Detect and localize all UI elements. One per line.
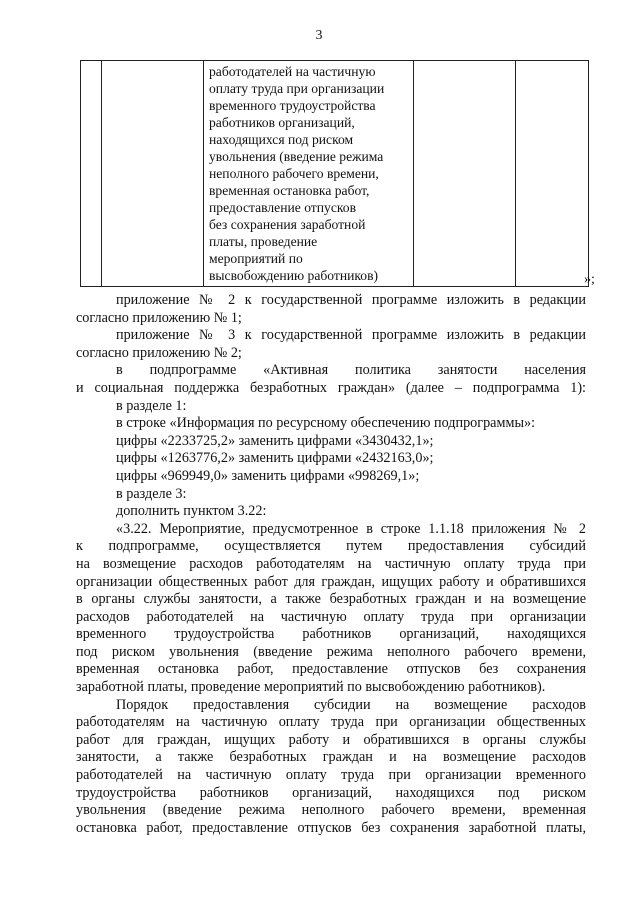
text-line: согласно приложению № 1; <box>76 309 242 326</box>
text-line: в органы службы занятости, а также безработных граждан и на возмещение <box>76 591 586 608</box>
text-line: временная остановка работ, предоставление отпусков без сохранения <box>76 661 586 678</box>
text-line: трудоустройства работников организаций, находящихся под риском <box>76 784 586 801</box>
text-line: и социальная поддержка безработных граждан» (далее – подпрограмма 1): <box>76 379 586 396</box>
text-line: работодателям на частичную оплату труда при организации общественных <box>76 714 586 731</box>
cell-text-line: высвобождению работников) <box>209 268 379 283</box>
cell-text-line: оплату труда при организации <box>209 81 385 96</box>
cell-text-line: платы, проведение <box>209 234 318 249</box>
table-cell-number <box>81 61 102 287</box>
text-line: цифры «2233725,2» заменить цифрами «3430432,1»; <box>116 432 434 449</box>
page-number: 3 <box>315 28 323 43</box>
table-closing-quote: »; <box>584 272 595 287</box>
text-line: цифры «969949,0» заменить цифрами «998269,1»; <box>116 467 420 484</box>
text-line: к подпрограмме, осуществляется путем предоставления субсидий <box>76 538 586 555</box>
text-line: на возмещение расходов работодателям на частичную оплату труда при <box>76 555 586 572</box>
text-line: организации общественных работ для граждан, ищущих работу и обратившихся <box>76 573 586 590</box>
text-line: приложение № 3 к государственной программе изложить в редакции <box>116 327 586 344</box>
text-line: цифры «1263776,2» заменить цифрами «2432163,0»; <box>116 450 434 467</box>
cell-text-line: временного трудоустройства <box>209 98 376 113</box>
text-line: в разделе 3: <box>116 485 187 502</box>
cell-text-line: находящихся под риском <box>209 132 354 147</box>
cell-text-line: мероприятий по <box>209 251 303 266</box>
cell-text-line: временная остановка работ, <box>209 183 370 198</box>
cell-text-line: работодателей на частичную <box>209 64 376 79</box>
table-cell-amount <box>516 61 589 287</box>
cell-text-line: без сохранения заработной <box>209 217 366 232</box>
text-line: расходов работодателей на частичную оплату труда при организации <box>76 608 586 625</box>
table-row <box>81 61 589 287</box>
text-line: в разделе 1: <box>116 397 187 414</box>
text-line: остановка работ, предоставление отпусков без сохранения заработной платы, <box>76 819 586 836</box>
cell-text-line: работников организаций, <box>209 115 355 130</box>
cell-text-line: неполного рабочего времени, <box>209 166 379 181</box>
text-line: временного трудоустройства работников организаций, находящихся <box>76 626 586 643</box>
text-line: под риском увольнения (введение режима неполного рабочего времени, <box>76 643 586 660</box>
text-line: работ для граждан, ищущих работу и обратившихся в органы службы <box>76 731 586 748</box>
text-line: в строке «Информация по ресурсному обеспечению подпрограммы»: <box>116 415 536 432</box>
text-line: «3.22. Мероприятие, предусмотренное в строке 1.1.18 приложения № 2 <box>116 520 586 537</box>
text-line: Порядок предоставления субсидии на возмещение расходов <box>116 696 586 713</box>
text-line: приложение № 2 к государственной программе изложить в редакции <box>116 292 586 308</box>
table-cell-code <box>102 61 204 287</box>
text-line: дополнить пунктом 3.22: <box>116 503 267 520</box>
continued-table <box>80 60 589 287</box>
cell-text-line: предоставление отпусков <box>209 200 356 215</box>
text-line: заработной платы, проведение мероприятий по высвобождению работников). <box>76 679 546 696</box>
document-body <box>76 292 586 837</box>
text-line: занятости, а также безработных граждан и на возмещение расходов <box>76 749 586 766</box>
text-line: работодателей на частичную оплату труда при организации временного <box>76 767 586 784</box>
table-cell-description <box>204 61 414 287</box>
table-cell-responsible <box>414 61 516 287</box>
text-line: увольнения (введение режима неполного рабочего времени, временная <box>76 802 586 819</box>
cell-text-line: увольнения (введение режима <box>209 149 384 164</box>
text-line: в подпрограмме «Активная политика занятости населения <box>116 362 586 379</box>
text-line: согласно приложению № 2; <box>76 344 242 361</box>
